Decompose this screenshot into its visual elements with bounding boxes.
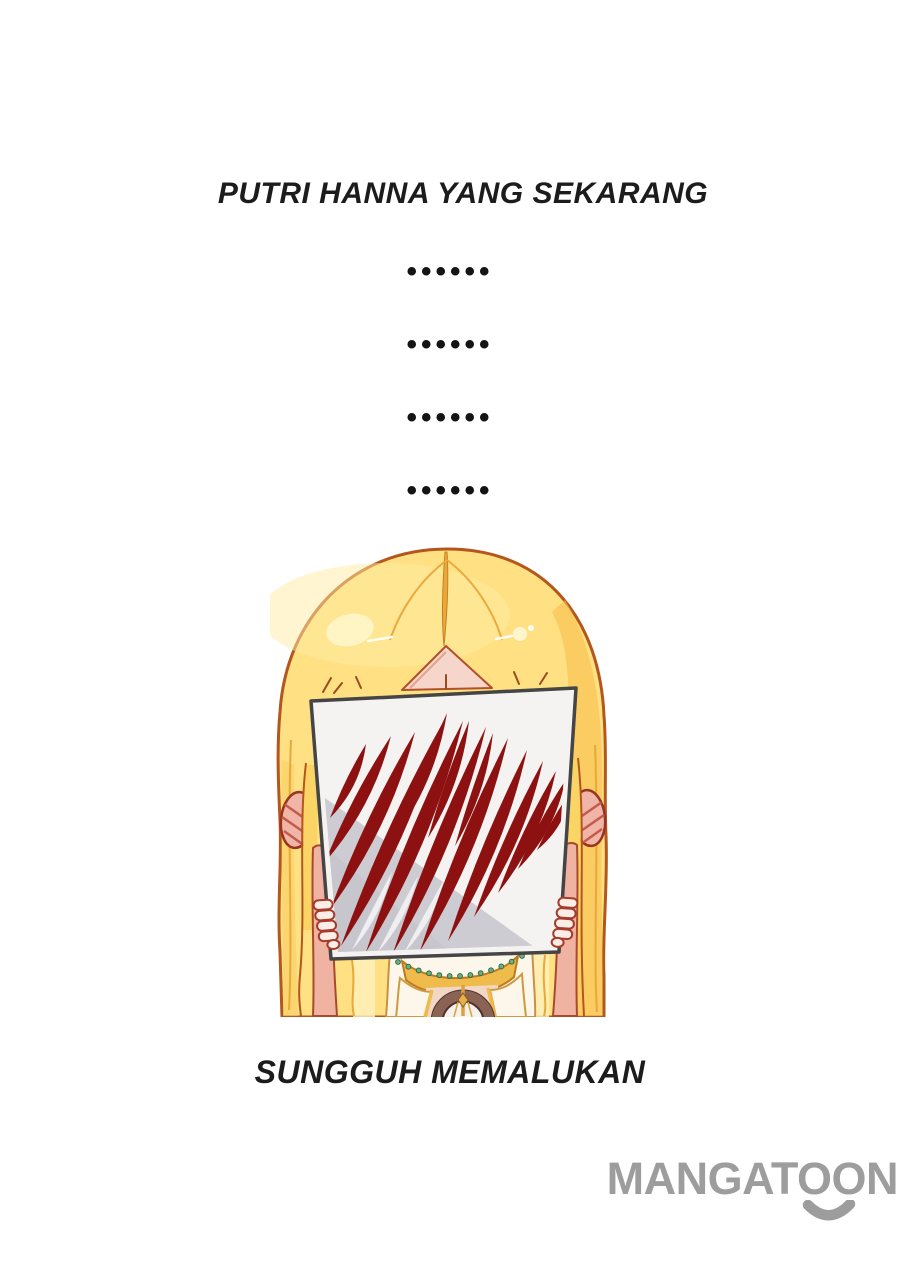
watermark-brand-text: MANGATOON	[606, 1153, 898, 1204]
ellipsis-block	[0, 235, 900, 527]
sign	[311, 688, 576, 959]
narration-top-text: PUTRI HANNA YANG SEKARANG	[217, 177, 709, 210]
narration-bottom-text: SUNGGUH MEMALUKAN	[254, 1054, 646, 1090]
character-illustration-svg	[270, 540, 642, 1017]
character-illustration	[270, 540, 642, 1017]
smile-icon	[802, 1200, 856, 1224]
ellipsis-row-1: ••••••	[406, 255, 494, 288]
ellipsis-row-2: ••••••	[406, 328, 494, 361]
ellipsis-row-3: ••••••	[406, 401, 494, 434]
ellipsis-row-4: ••••••	[406, 474, 494, 507]
